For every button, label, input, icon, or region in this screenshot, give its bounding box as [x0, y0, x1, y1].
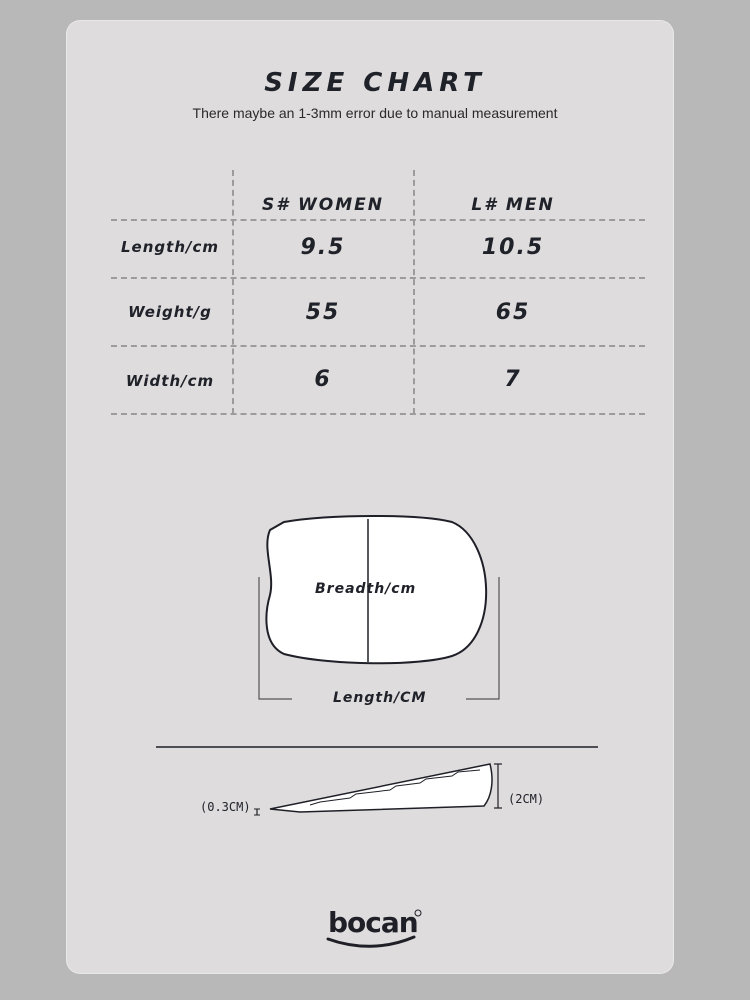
breadth-label: Breadth/cm [315, 581, 417, 597]
thin-end-label: (0.3CM) [200, 800, 251, 814]
length-label: Length/CM [333, 690, 427, 706]
length-women-value: 9.5 [300, 235, 346, 260]
length-men-value: 10.5 [481, 235, 545, 260]
insole-side-profile [270, 764, 492, 812]
svg-text:bocan: bocan [328, 906, 418, 939]
row-header-width: Width/cm [125, 372, 215, 390]
width-men-value: 7 [504, 367, 522, 392]
page-title: SIZE CHART [264, 68, 486, 98]
weight-women-value: 55 [305, 300, 341, 325]
row-header-weight: Weight/g [128, 303, 212, 321]
column-header-women: S# WOMEN [262, 195, 384, 215]
row-header-length: Length/cm [121, 238, 219, 256]
measurement-note: There maybe an 1-3mm error due to manual measurement [192, 105, 558, 121]
width-women-value: 6 [314, 367, 332, 392]
column-header-men: L# MEN [471, 195, 555, 215]
weight-men-value: 65 [495, 300, 531, 325]
bocan-logo [326, 906, 426, 952]
thick-end-label: (2CM) [508, 792, 545, 806]
